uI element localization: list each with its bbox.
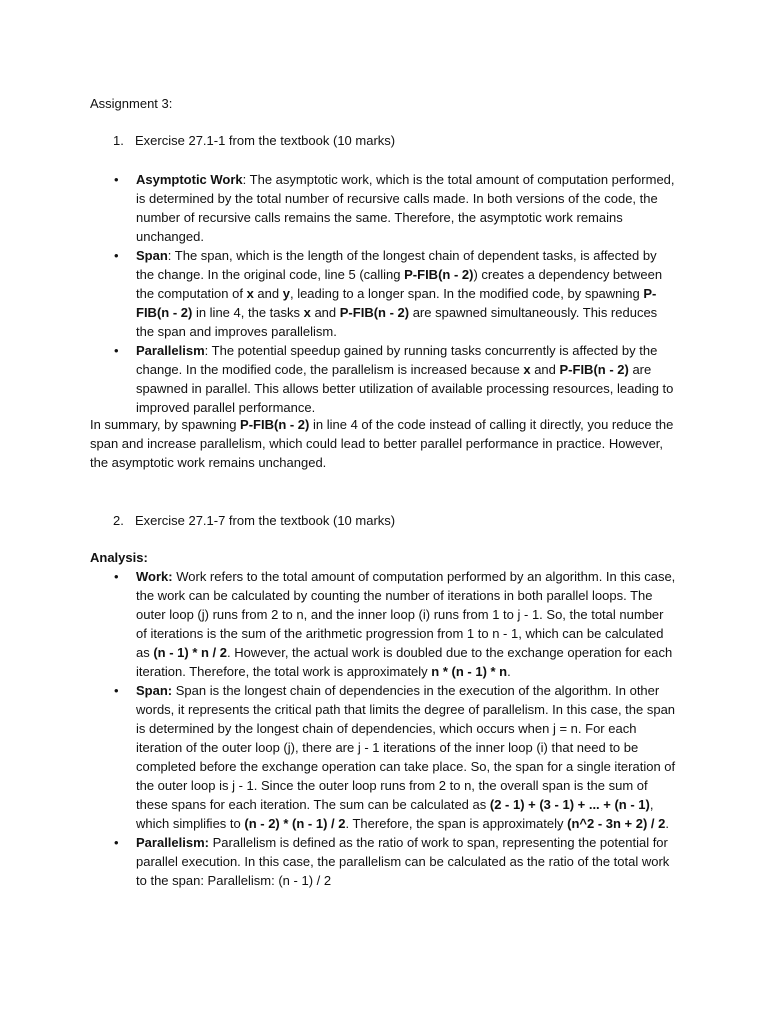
- question-2-number: 2.: [113, 513, 124, 528]
- question-1-text: Exercise 27.1-1 from the textbook (10 marks): [135, 133, 396, 148]
- assignment-title: Assignment 3:: [90, 96, 173, 111]
- bold-term: x: [246, 286, 254, 301]
- question-2-heading: [113, 511, 673, 530]
- question-2-bullets: [114, 567, 676, 890]
- bold-term: P-FIB(n - 2): [339, 305, 410, 320]
- bold-term: (n^2 - 3n + 2) / 2: [567, 816, 666, 831]
- analysis-label: Analysis:: [90, 550, 148, 565]
- question-1-summary: In summary, by spawning P-FIB(n - 2) in line 4 of the code instead of calling it directly, you reduce the span and increase parallelism, which could lead to better parallel performance in practice. However, the asymptotic work remains unchanged.: [90, 417, 674, 470]
- bold-term: P-FIB(n - 2): [559, 362, 629, 377]
- bold-term: Span: [136, 248, 168, 263]
- bullet-work: • Work: Work refers to the total amount of computation performed by an algorithm. In this case, the work can be calculated by counting the number of iterations in both parallel loops. The outer loop (j) runs from 2 to n, and the inner loop (i) runs from 1 to j - 1. So, the total number of iterations is the sum of the arithmetic progression from 1 to n - 1, which can be calculated as (n - 1) * n / 2. However, the actual work is doubled due to the exchange operation for each iteration. Therefore, the total work is approximately n * (n - 1) * n.: [114, 567, 676, 681]
- bold-term: n * (n - 1) * n: [431, 664, 508, 679]
- bullet-span-analysis: • Span: Span is the longest chain of dependencies in the execution of the algorithm. In other words, it represents the critical path that limits the degree of parallelism. In this case, the span is determined by the longest chain of dependencies, which occurs when j = n. For each iteration of the outer loop (j), there are j - 1 iterations of the inner loop (i) that need to be completed before the exchange operation can take place. So, the span for a single iteration of the outer loop is j - 1. Since the outer loop runs from 2 to n, the overall span is the sum of these spans for each iteration. The sum can be calculated as (2 - 1) + (3 - 1) + ... + (n - 1), which simplifies to (n - 2) * (n - 1) / 2. Therefore, the span is approximately (n^2 - 3n + 2) / 2.: [114, 681, 676, 833]
- bold-term: x: [303, 305, 311, 320]
- bold-term: (n - 1) * n / 2: [153, 645, 228, 660]
- bullet-span: • Span: The span, which is the length of the longest chain of dependent tasks, is affected by the change. In the original code, line 5 (calling P-FIB(n - 2)) creates a dependency between the computation of x and y, leading to a longer span. In the modified code, by spawning P-FIB(n - 2) in line 4, the tasks x and P-FIB(n - 2) are spawned simultaneously. This reduces the span and improves parallelism.: [114, 246, 676, 341]
- bold-term: Asymptotic Work: [136, 172, 243, 187]
- bold-term: Span:: [136, 683, 173, 698]
- bold-term: Parallelism:: [136, 835, 209, 850]
- bold-term: x: [523, 362, 531, 377]
- question-2-text: Exercise 27.1-7 from the textbook (10 marks): [135, 513, 396, 528]
- bullet-parallelism-analysis: • Parallelism: Parallelism is defined as the ratio of work to span, representing the potential for parallel execution. In this case, the parallelism can be calculated as the ratio of the total work to the span: Parallelism: (n - 1) / 2: [114, 833, 676, 890]
- bold-term: y: [282, 286, 290, 301]
- question-1-number: 1.: [113, 133, 124, 148]
- bold-term: Parallelism: [136, 343, 205, 358]
- bold-term: (2 - 1) + (3 - 1) + ... + (n - 1): [489, 797, 650, 812]
- bullet-parallelism: • Parallelism: The potential speedup gained by running tasks concurrently is affected by the change. In the modified code, the parallelism is increased because x and P-FIB(n - 2) are spawned in parallel. This allows better utilization of available processing resources, leading to improved parallel performance.: [114, 341, 676, 417]
- bold-term: Work:: [136, 569, 173, 584]
- bold-term: P-FIB(n - 2): [404, 267, 474, 282]
- bold-term: (n - 2) * (n - 1) / 2: [244, 816, 346, 831]
- bold-term: P-FIB(n - 2): [240, 417, 310, 432]
- question-1-bullets: [114, 170, 676, 417]
- question-1-heading: [113, 131, 673, 150]
- bullet-asymptotic-work: • Asymptotic Work: The asymptotic work, which is the total amount of computation performed, is determined by the total number of recursive calls made. In both versions of the code, the number of recursive calls remains the same. Therefore, the asymptotic work remains unchanged.: [114, 170, 676, 246]
- bold-term: P-FIB(n - 2): [136, 286, 657, 320]
